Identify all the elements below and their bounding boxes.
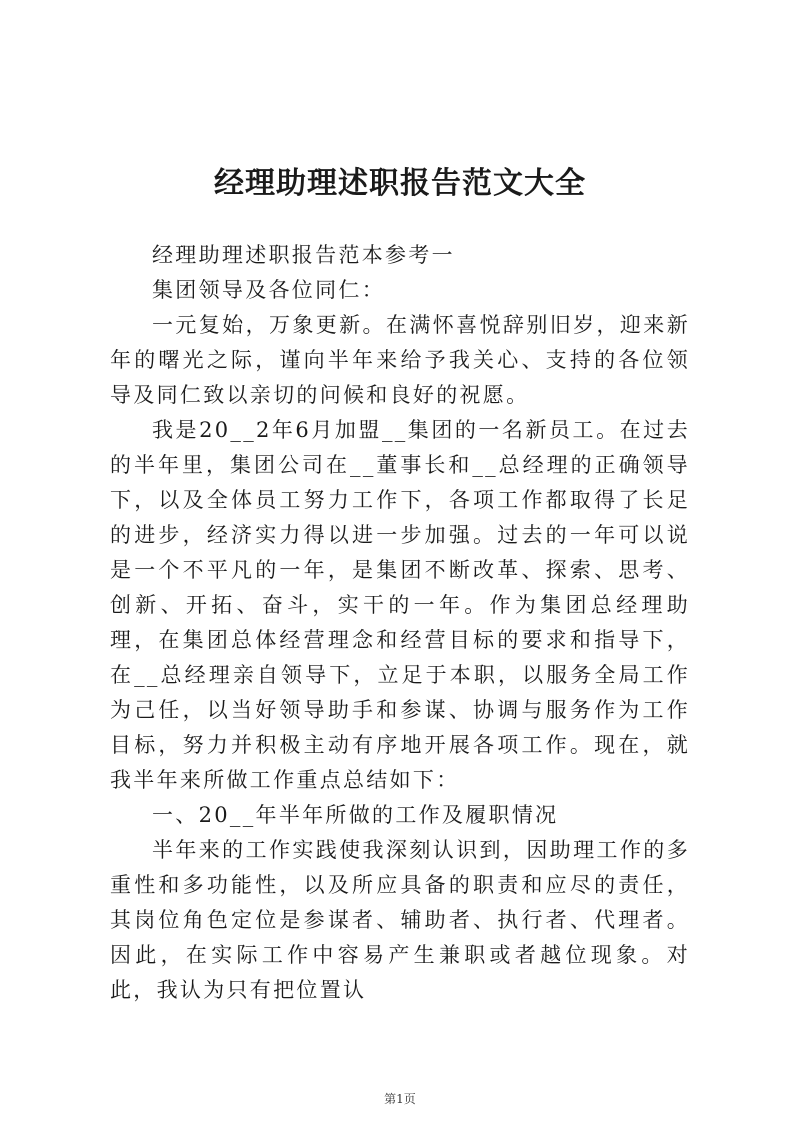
paragraph-subtitle: 经理助理述职报告范本参考一	[152, 243, 455, 267]
paragraph-salutation: 集团领导及各位同仁：	[152, 278, 385, 302]
paragraph-greeting: 一元复始，万象更新。在满怀喜悦辞别旧岁，迎来新年的曙光之际，谨向半年来给予我关心、支持的各位领导及同仁致以亲切的问候和良好的祝愿。	[110, 313, 690, 407]
section-heading: 一、20__年半年所做的工作及履职情况	[152, 803, 559, 827]
document-body	[110, 238, 690, 1008]
paragraph-introduction: 我是20__2年6月加盟__集团的一名新员工。在过去的半年里，集团公司在__董事长和__总经理的正确领导下，以及全体员工努力工作下，各项工作都取得了长足的进步，经济实力得以进一步加强。过去的一年可以说是一个不平凡的一年，是集团不断改革、探索、思考、创新、开拓、奋斗，实干的一年。作为集团总经理助理，在集团总体经营理念和经营目标的要求和指导下，在__总经理亲自领导下，立足于本职，以服务全局工作为己任，以当好领导助手和参谋、协调与服务作为工作目标，努力并积极主动有序地开展各项工作。现在，就我半年来所做工作重点总结如下：	[110, 418, 690, 792]
document-title: 经理助理述职报告范文大全	[214, 166, 586, 201]
page-number: 第1页	[384, 1092, 416, 1106]
paragraph-work-reflection: 半年来的工作实践使我深刻认识到，因助理工作的多重性和多功能性，以及所应具备的职责和应尽的责任，其岗位角色定位是参谋者、辅助者、执行者、代理者。因此，在实际工作中容易产生兼职或者越位现象。对此，我认为只有把位置认	[110, 838, 690, 1002]
